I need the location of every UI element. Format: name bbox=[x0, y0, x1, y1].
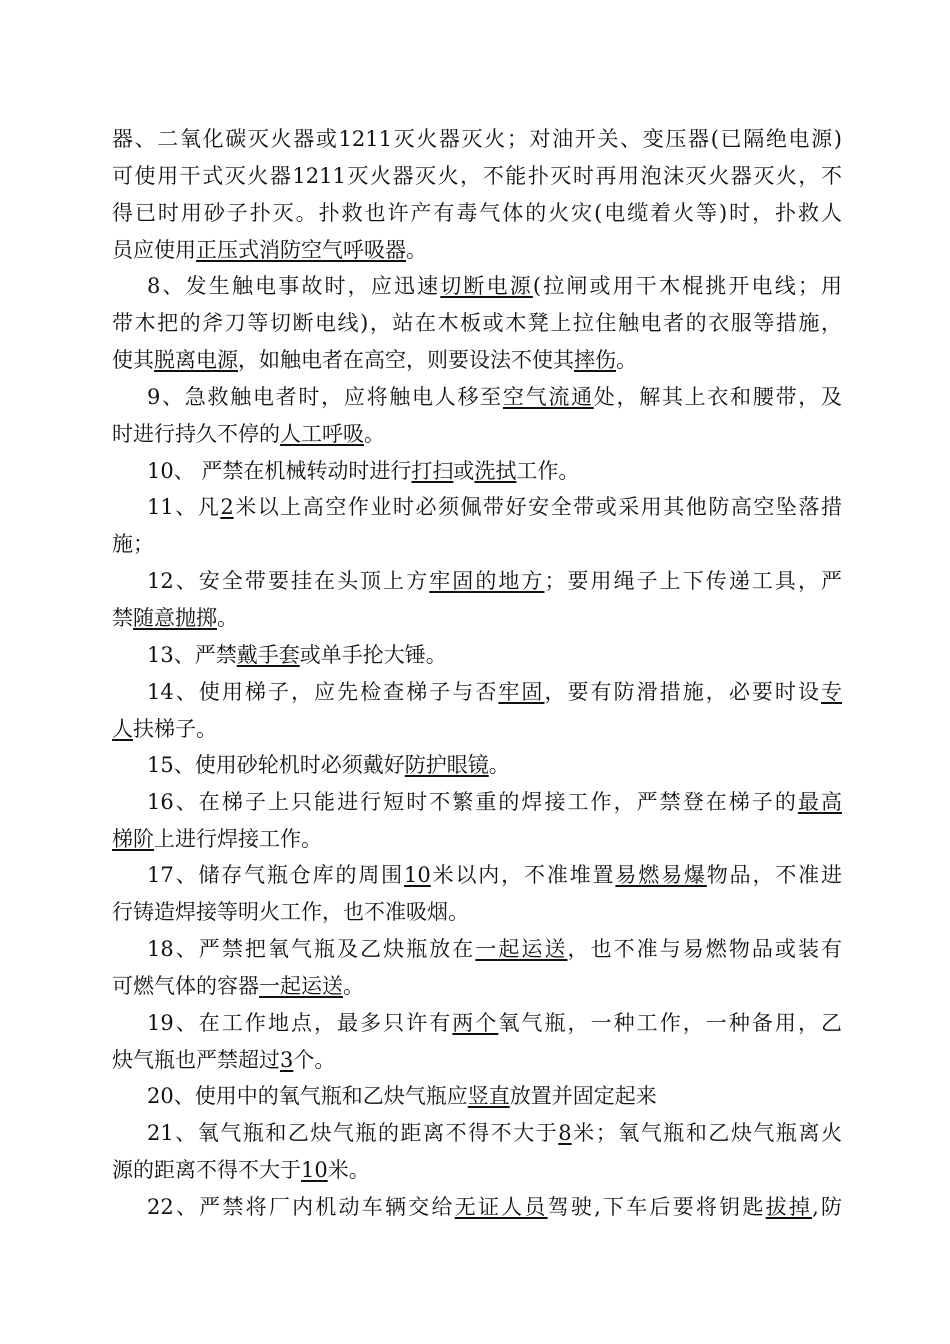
text-segment: 器、二氧化碳灭火器或1211灭火器灭火；对油开关、变压器(已隔绝电源) bbox=[112, 127, 842, 151]
underlined-answer: 人 bbox=[112, 717, 133, 741]
text-line bbox=[112, 711, 842, 748]
underlined-answer: 2 bbox=[220, 495, 234, 519]
text-segment: 驾驶,下车后要将钥匙 bbox=[547, 1195, 766, 1219]
underlined-answer: 拔掉 bbox=[765, 1195, 813, 1219]
text-line bbox=[112, 416, 842, 453]
underlined-answer: 3 bbox=[280, 1048, 294, 1072]
text-segment: 扶梯子。 bbox=[133, 717, 217, 741]
text-segment: 米以内，不准堆置 bbox=[430, 863, 616, 887]
text-segment: 使其 bbox=[112, 348, 154, 372]
text-segment: 员应使用 bbox=[112, 238, 196, 262]
underlined-answer: 10 bbox=[301, 1158, 328, 1182]
underlined-answer: 防护眼镜 bbox=[404, 753, 489, 777]
text-segment: 19、在工作地点，最多只许有 bbox=[147, 1011, 453, 1035]
text-line bbox=[147, 268, 842, 305]
text-segment: 17、储存气瓶仓库的周围 bbox=[147, 863, 405, 887]
text-segment: 21、氧气瓶和乙炔气瓶的距离不得不大于 bbox=[147, 1121, 559, 1145]
underlined-answer: 无证人员 bbox=[454, 1195, 548, 1219]
text-line bbox=[147, 1115, 842, 1152]
text-segment: 8、发生触电事故时，应迅速 bbox=[147, 274, 441, 298]
text-segment: 物品，不准进 bbox=[706, 863, 843, 887]
text-segment: 上进行焊接工作。 bbox=[154, 827, 322, 851]
text-line bbox=[112, 305, 842, 342]
text-segment: (拉闸或用干木棍挑开电线；用 bbox=[532, 274, 842, 298]
text-segment: 22、严禁将厂内机动车辆交给 bbox=[147, 1195, 455, 1219]
text-line bbox=[147, 784, 842, 821]
underlined-answer: 空气流通 bbox=[502, 385, 594, 409]
underlined-answer: 随意抛掷 bbox=[133, 606, 217, 630]
text-segment: 米以上高空作业时必须佩带好安全带或采用其他防高空坠落措 bbox=[233, 495, 842, 519]
text-line bbox=[112, 158, 842, 195]
underlined-answer: 打扫 bbox=[411, 459, 454, 483]
text-line bbox=[147, 489, 842, 526]
text-line bbox=[147, 1005, 842, 1042]
text-segment: 。 bbox=[217, 606, 238, 630]
text-segment: ，也不准与易燃物品或装有 bbox=[567, 937, 843, 961]
underlined-answer: 牢固的地方 bbox=[429, 569, 545, 593]
underlined-answer: 摔伤 bbox=[574, 348, 616, 372]
text-segment: 米。 bbox=[327, 1158, 370, 1182]
underlined-answer: 洗拭 bbox=[474, 459, 517, 483]
text-segment: 或 bbox=[453, 459, 475, 483]
text-segment: 工作。 bbox=[516, 459, 580, 483]
text-segment: ，如触电者在高空，则要设法不使其 bbox=[238, 348, 574, 372]
underlined-answer: 最高 bbox=[797, 790, 842, 814]
text-line bbox=[112, 342, 842, 379]
text-segment: 。 bbox=[343, 974, 364, 998]
text-line bbox=[147, 453, 842, 490]
text-segment: ，要有防滑措施，必要时设 bbox=[544, 680, 821, 704]
text-line bbox=[147, 857, 842, 894]
text-line bbox=[112, 195, 842, 232]
text-segment: 13、严禁 bbox=[147, 643, 237, 667]
text-segment: 11、凡 bbox=[147, 495, 221, 519]
text-line bbox=[112, 526, 842, 563]
underlined-answer: 8 bbox=[558, 1121, 572, 1145]
text-segment: 放置并固定起来 bbox=[509, 1084, 657, 1108]
text-line bbox=[112, 121, 842, 158]
text-segment: 源的距离不得不大于 bbox=[112, 1158, 301, 1182]
text-segment: 。 bbox=[364, 422, 385, 446]
underlined-answer: 专 bbox=[821, 680, 842, 704]
underlined-answer: 切断电源 bbox=[440, 274, 533, 298]
text-segment: 得已时用砂子扑灭。扑救也许产有毒气体的火灾(电缆着火等)时，扑救人 bbox=[112, 201, 842, 225]
text-segment: 14、使用梯子，应先检查梯子与否 bbox=[147, 680, 499, 704]
underlined-answer: 10 bbox=[404, 863, 431, 887]
text-segment: ,防 bbox=[812, 1195, 842, 1219]
text-segment: 18、严禁把氧气瓶及乙炔瓶放在 bbox=[147, 937, 476, 961]
underlined-answer: 梯阶 bbox=[112, 827, 154, 851]
underlined-answer: 牢固 bbox=[498, 680, 545, 704]
text-segment: 带木把的斧刀等切断电线)，站在木板或木凳上拉住触电者的衣服等措施， bbox=[112, 311, 842, 335]
underlined-answer: 脱离电源 bbox=[154, 348, 238, 372]
text-segment: 可使用干式灭火器1211灭火器灭火，不能扑灭时再用泡沫灭火器灭火，不 bbox=[112, 164, 842, 188]
text-line bbox=[147, 1189, 842, 1226]
underlined-answer: 一起运送 bbox=[259, 974, 343, 998]
text-segment: 可燃气体的容器 bbox=[112, 974, 259, 998]
text-segment: 行铸造焊接等明火工作，也不准吸烟。 bbox=[112, 900, 469, 924]
text-segment: ；要用绳子上下传递工具，严 bbox=[544, 569, 842, 593]
text-segment: 20、使用中的氧气瓶和乙炔气瓶应 bbox=[147, 1084, 468, 1108]
text-segment: 炔气瓶也严禁超过 bbox=[112, 1048, 280, 1072]
text-segment: 时进行持久不停的 bbox=[112, 422, 280, 446]
underlined-answer: 正压式消防空气呼吸器 bbox=[196, 238, 406, 262]
text-line bbox=[112, 1152, 842, 1189]
text-line bbox=[147, 379, 842, 416]
text-segment: 处，解其上衣和腰带，及 bbox=[593, 385, 843, 409]
text-line bbox=[112, 1042, 842, 1079]
text-line bbox=[147, 563, 842, 600]
text-segment: 9、急救触电者时，应将触电人移至 bbox=[147, 385, 503, 409]
underlined-answer: 一起运送 bbox=[475, 937, 568, 961]
text-segment: 16、在梯子上只能进行短时不繁重的焊接工作，严禁登在梯子的 bbox=[147, 790, 798, 814]
text-segment: 米；氧气瓶和乙炔气瓶离火 bbox=[571, 1121, 842, 1145]
text-segment: 氧气瓶，一种工作，一种备用，乙 bbox=[498, 1011, 843, 1035]
text-segment: 或单手抡大锤。 bbox=[299, 643, 447, 667]
text-segment: 15、使用砂轮机时必须戴好 bbox=[147, 753, 405, 777]
text-line bbox=[147, 931, 842, 968]
text-segment: 10、 严禁在机械转动时进行 bbox=[147, 459, 412, 483]
text-line bbox=[112, 232, 842, 269]
text-line bbox=[147, 1078, 842, 1115]
text-segment: 12、安全带要挂在头顶上方 bbox=[147, 569, 430, 593]
text-segment: 禁 bbox=[112, 606, 133, 630]
text-line bbox=[112, 821, 842, 858]
underlined-answer: 竖直 bbox=[467, 1084, 510, 1108]
text-line bbox=[112, 894, 842, 931]
text-line bbox=[147, 637, 842, 674]
underlined-answer: 戴手套 bbox=[236, 643, 300, 667]
text-line bbox=[147, 674, 842, 711]
text-segment: 。 bbox=[616, 348, 637, 372]
text-segment: 。 bbox=[488, 753, 510, 777]
text-line bbox=[112, 600, 842, 637]
text-segment: 施； bbox=[112, 532, 154, 556]
text-segment: 。 bbox=[406, 238, 427, 262]
underlined-answer: 两个 bbox=[452, 1011, 499, 1035]
text-line bbox=[112, 968, 842, 1005]
underlined-answer: 易燃易爆 bbox=[615, 863, 707, 887]
underlined-answer: 人工呼吸 bbox=[280, 422, 364, 446]
text-segment: 个。 bbox=[293, 1048, 336, 1072]
text-line bbox=[147, 747, 842, 784]
